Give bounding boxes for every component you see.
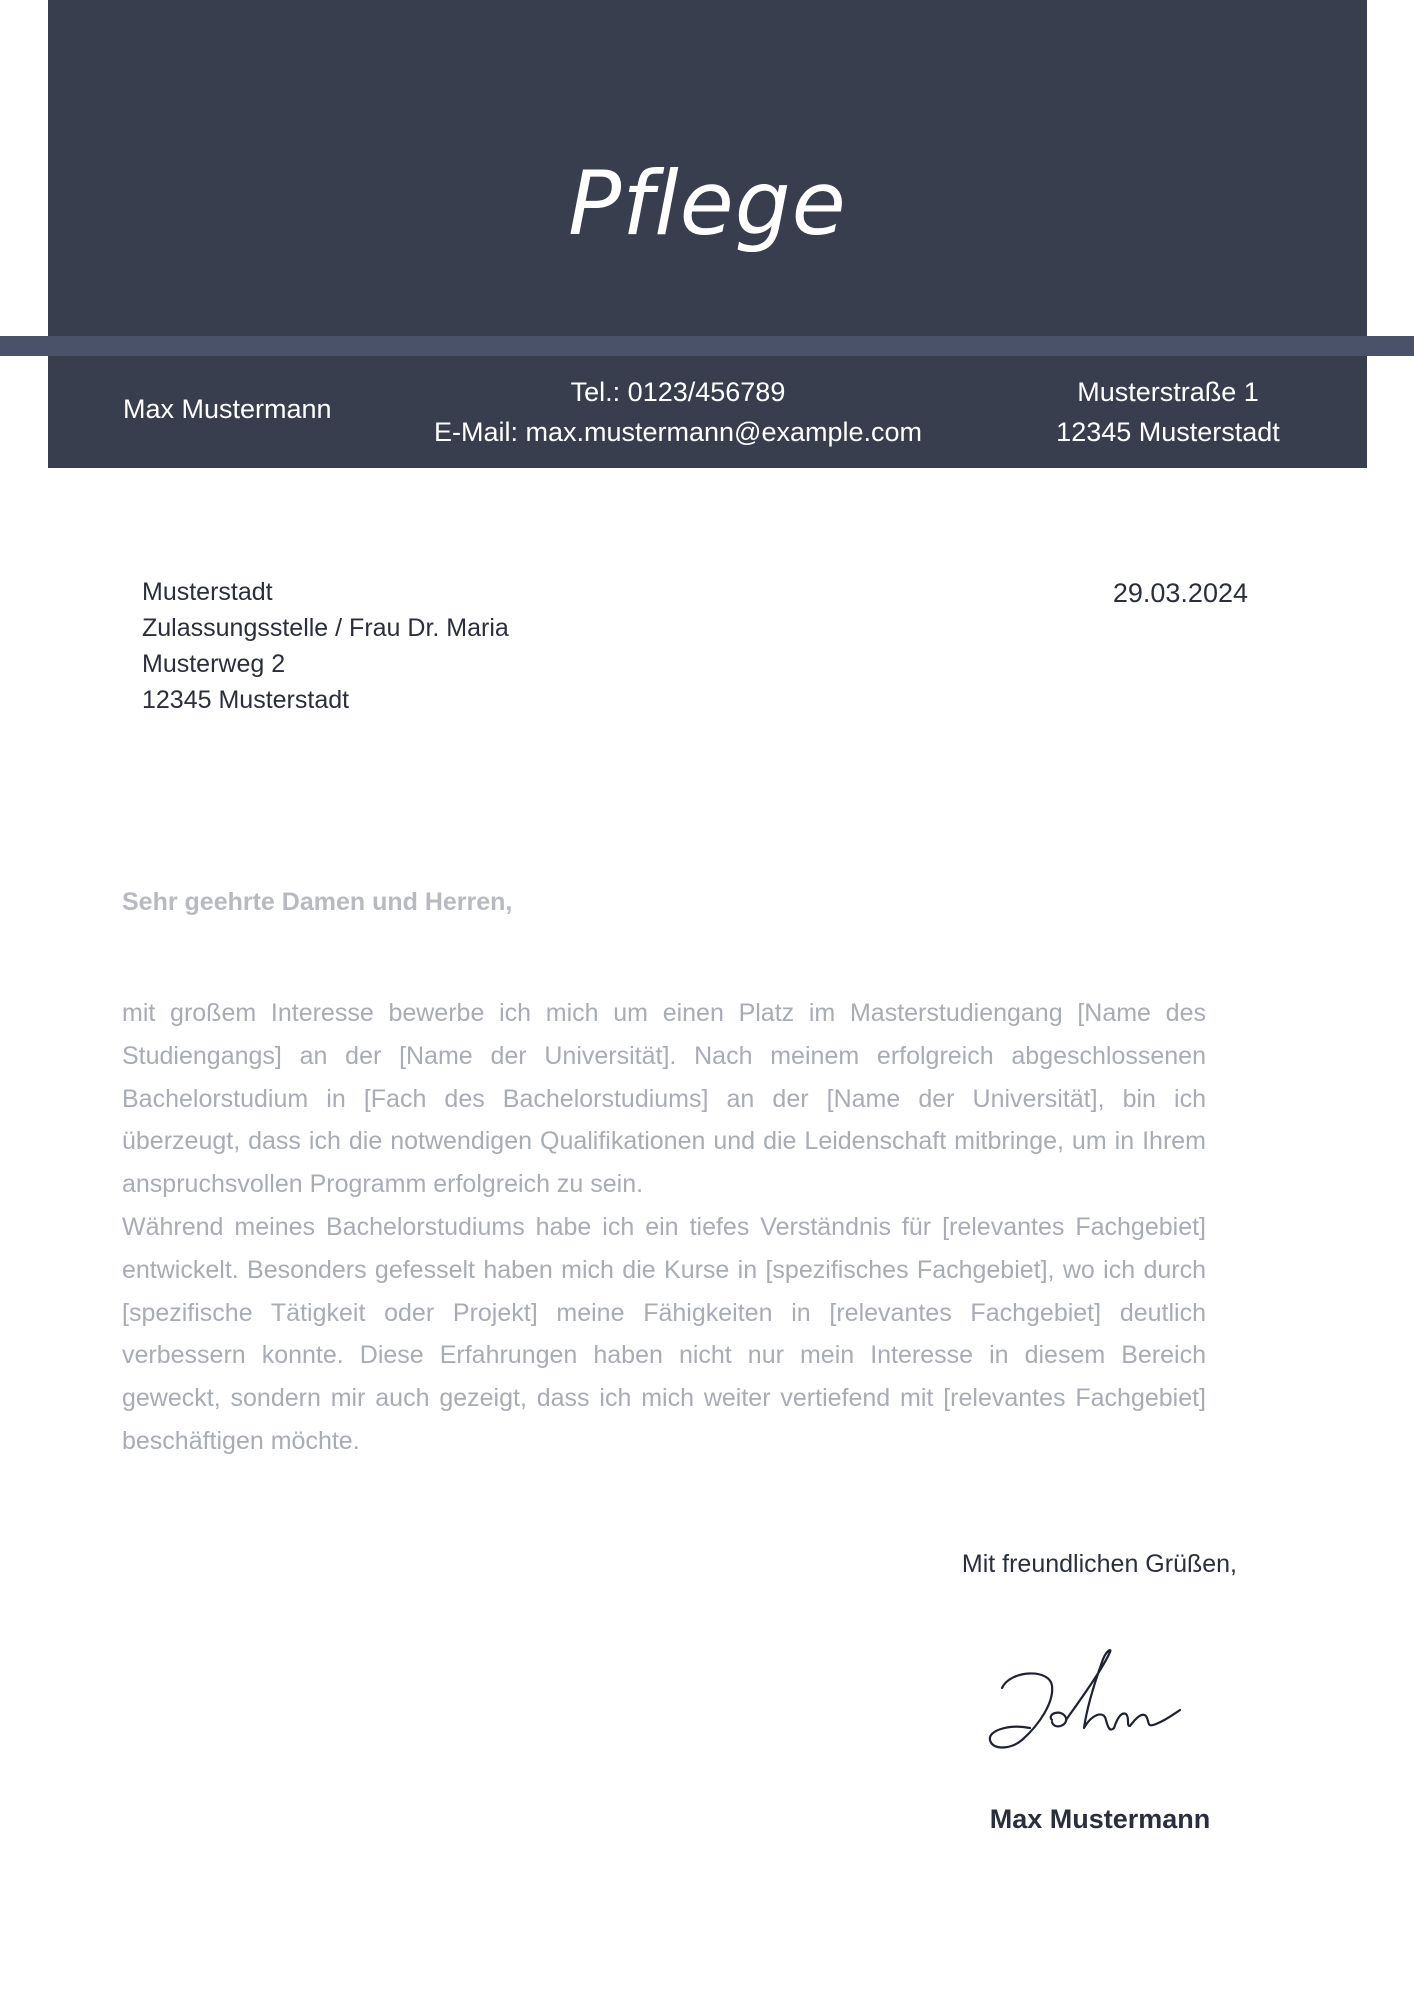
signer-name: Max Mustermann xyxy=(989,1804,1211,1834)
letter-body xyxy=(122,992,1206,1463)
sender-email: E-Mail: max.mustermann@example.com xyxy=(433,417,923,447)
body-paragraph: Während meines Bachelorstudiums habe ich ein tiefes Verständnis für [relevantes Fachgebiet] entwickelt. Besonders gefesselt haben mich die Kurse in [spezifisches Fachgebiet], wo ich durch [spezifische Tätigkeit oder Projekt] meine Fähigkeiten in [relevantes Fachgebiet] deutlich verbessern konnte. Diese Erfahrungen haben nicht nur mein Interesse in diesem Bereich geweckt, sondern mir auch gezeigt, dass ich mich weiter vertiefend mit [relevantes Fachgebiet] beschäftigen möchte. xyxy=(122,1212,1206,1455)
sender-address xyxy=(1038,372,1298,452)
recipient-line: Zulassungsstelle / Frau Dr. Maria xyxy=(142,614,509,642)
sender-city: 12345 Musterstadt xyxy=(1056,417,1280,447)
sender-street: Musterstraße 1 xyxy=(1077,377,1259,407)
recipient-line: 12345 Musterstadt xyxy=(142,686,350,714)
header-banner xyxy=(48,0,1367,336)
letter-date: 29.03.2024 xyxy=(1112,578,1248,608)
accent-bar xyxy=(0,336,1414,356)
sender-name: Max Mustermann xyxy=(123,394,332,424)
signature-image xyxy=(980,1640,1190,1760)
closing: Mit freundlichen Grüßen, xyxy=(961,1550,1237,1578)
sender-phone: Tel.: 0123/456789 xyxy=(570,377,786,407)
sender-contact xyxy=(418,372,938,452)
recipient-address xyxy=(142,574,509,718)
recipient-line: Musterstadt xyxy=(142,578,273,606)
document-title: Pflege xyxy=(568,152,847,255)
body-paragraph: mit großem Interesse bewerbe ich mich um einen Platz im Masterstudiengang [Name des Studiengangs] an der [Name der Universität]. Nach meinem erfolgreich abgeschlossenen Bachelorstudium in [Fach des Bachelorstudiums] an der [Name der Universität], bin ich überzeugt, dass ich die notwendigen Qualifikationen und die Leidenschaft mitbringe, um in Ihrem anspruchsvollen Programm erfolgreich zu sein. xyxy=(122,999,1206,1199)
salutation: Sehr geehrte Damen und Herren, xyxy=(122,888,513,916)
recipient-line: Musterweg 2 xyxy=(142,650,286,678)
contact-bar xyxy=(48,356,1367,468)
